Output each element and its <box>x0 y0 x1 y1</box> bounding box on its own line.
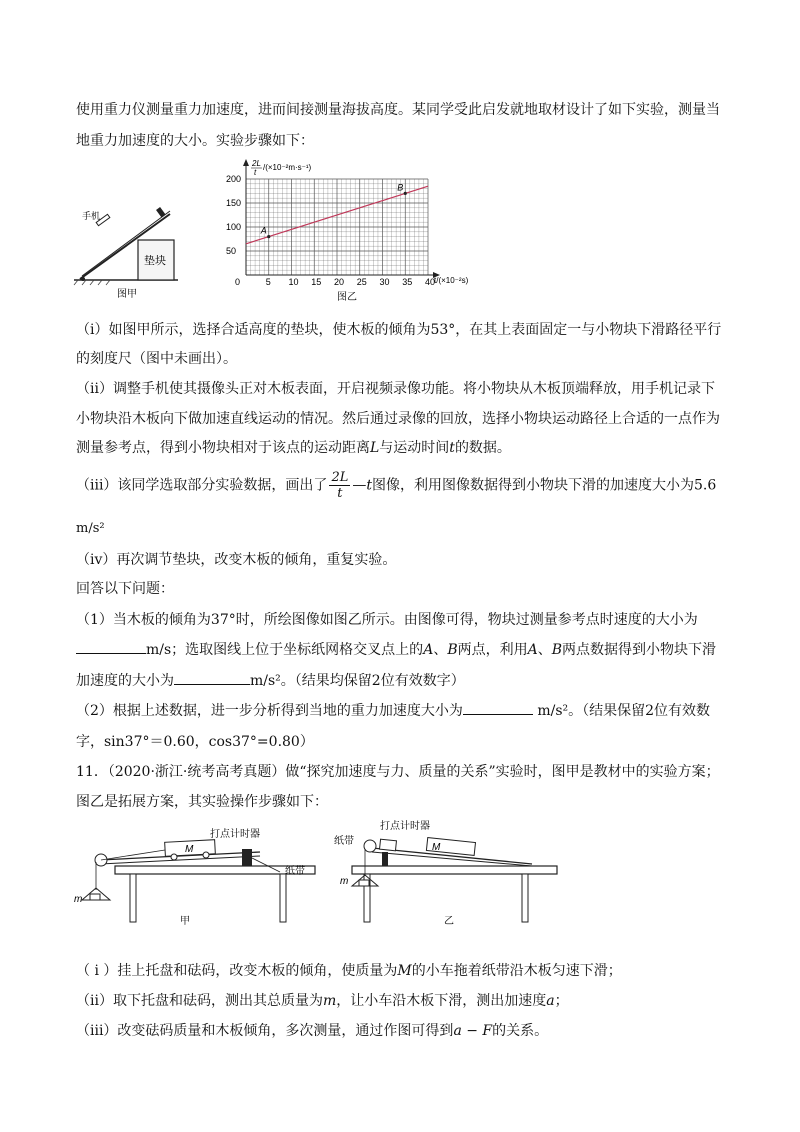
apparatus-yi <box>332 818 562 932</box>
figure-jia-incline <box>70 200 190 300</box>
y-tick-label: 150 <box>226 198 242 208</box>
y-tick-label: 50 <box>226 246 237 256</box>
step-4-line: （iv）再次调节垫块，改变木板的倾角，重复实验。 <box>76 552 397 568</box>
var-a-minus-F: a − F <box>453 1023 493 1039</box>
problem-11-line-2: 图乙是拓展方案，其实验操作步骤如下： <box>76 794 328 810</box>
origin-label: 0 <box>235 277 241 287</box>
x-tick-label: 30 <box>379 277 390 287</box>
frac-den: t <box>337 486 343 501</box>
p11-i-text-b: 的小车拖着纸带沿木板匀速下滑； <box>411 963 622 979</box>
step-2-line-2: 小物块沿木板向下做加速直线运动的情况。然后通过录像的回放，选择小物块运动路径上合适的一点作为 <box>76 411 720 427</box>
point-b-label: B <box>397 182 404 193</box>
x-tick-label: 20 <box>334 277 345 287</box>
q1-text-a: m/s；选取图线上位于坐标纸网格交叉点上的 <box>146 642 424 658</box>
answer-blank-1[interactable] <box>76 639 146 654</box>
y-tick-label: 200 <box>226 174 242 184</box>
question-1-line-3 <box>76 670 465 690</box>
step-2-line-3 <box>76 437 511 457</box>
point-B-label: B <box>447 642 458 658</box>
cart-label-yi: M <box>432 842 441 853</box>
point-a-label: A <box>260 225 267 236</box>
xlabel: t/(×10⁻²s) <box>434 276 469 285</box>
question-1-line-1: （1）当木板的倾角为37°时，所绘图像如图乙所示。由图像可得，物块过测量参考点时速度的大小为 <box>76 612 698 628</box>
q1-text-e: m/s²。（结果均保留2位有效数字） <box>250 673 465 689</box>
problem-11-line-1: 11．（2020·浙江·统考高考真题）做“探究加速度与力、质量的关系”实验时，图甲是教材中的实验方案； <box>76 764 720 780</box>
step-2-text-c: 的数据。 <box>454 440 511 456</box>
p11-iii-text-a: （iii）改变砝码质量和木板倾角，多次测量，通过作图可得到 <box>76 1023 454 1039</box>
problem-11-step-i <box>76 960 622 980</box>
timer-label-jia: 打点计时器 <box>210 829 260 840</box>
tape-label-jia: 纸带 <box>285 866 305 877</box>
p11-ii-text-c: ； <box>554 993 569 1009</box>
x-tick-label: 40 <box>425 277 436 287</box>
point-B-label-2: B <box>551 642 563 658</box>
p11-ii-text-b: ，让小车沿木板下滑，测出加速度 <box>336 993 547 1009</box>
timer-label-yi: 打点计时器 <box>380 821 430 832</box>
dash: — <box>352 477 367 494</box>
p11-iii-text-b: 的关系。 <box>492 1023 549 1039</box>
problem-11-step-ii <box>76 990 569 1010</box>
figure-jia-caption: 图甲 <box>117 289 137 300</box>
sep: 、 <box>433 642 448 658</box>
ylabel-frac-den: t <box>254 168 257 177</box>
point-A-label-2: A <box>527 642 538 658</box>
question-2-line-2: 字，sin37°＝0.60，cos37°=0.80） <box>76 734 314 750</box>
x-tick-label: 25 <box>356 277 367 287</box>
sep-2: 、 <box>537 642 552 658</box>
step-3-text-a: （iii）该同学选取部分实验数据，画出了 <box>76 477 328 494</box>
p11-ii-text-a: （ii）取下托盘和砝码，测出其总质量为 <box>76 993 323 1009</box>
var-L: L <box>370 440 380 456</box>
q1-text-c: 两点数据得到小物块下滑 <box>562 642 717 658</box>
mass-label-jia: m <box>74 894 83 905</box>
apparatus-yi-caption: 乙 <box>444 916 454 927</box>
cart-label-jia: M <box>185 844 194 855</box>
step-2-line-1: （ii）调整手机使其摄像头正对木板表面，开启视频录像功能。将小物块从木板顶端释放，用手机记录下 <box>76 381 715 397</box>
frac-num: 2L <box>331 470 349 485</box>
block-label: 垫块 <box>144 255 166 267</box>
p11-i-text-a: （ i ）挂上托盘和砝码，改变木板的倾角，使质量为 <box>76 963 398 979</box>
graph-grid <box>246 179 428 275</box>
var-t: t <box>449 440 455 456</box>
step-2-text-b: 与运动时间 <box>379 440 450 456</box>
point-b-marker <box>404 192 407 195</box>
point-A-label: A <box>423 642 434 658</box>
x-tick-label: 5 <box>265 277 271 287</box>
var-m: m <box>322 993 337 1009</box>
q1-text-b: 两点，利用 <box>457 642 528 658</box>
step-1-line-2: 的刻度尺（图中未画出）。 <box>76 351 237 367</box>
step-1-line-1: （i）如图甲所示，选择合适高度的垫块，使木板的倾角为53°，在其上表面固定一与小物块下滑路径平行 <box>76 322 722 338</box>
y-tick-label: 100 <box>226 222 242 232</box>
var-M: M <box>397 963 412 979</box>
var-t-2: t <box>366 477 372 494</box>
problem-11-step-iii <box>76 1020 548 1040</box>
point-a-marker <box>267 235 270 238</box>
step-3-line-1 <box>76 470 716 501</box>
tape-label-yi: 纸带 <box>334 836 354 847</box>
step-2-text-a: 测量参考点，得到小物块相对于该点的运动距离 <box>76 440 370 456</box>
figure-yi-caption: 图乙 <box>337 292 357 303</box>
ylabel-frac-num: 2L <box>252 159 261 168</box>
ylabel-unit: /(×10⁻²m·s⁻¹) <box>263 163 312 172</box>
question-2-line-1 <box>76 700 710 720</box>
q2-text-b: m/s²。（结果保留2位有效数 <box>537 703 711 719</box>
q1-text-d: 加速度的大小为 <box>76 673 174 689</box>
fraction-2L-over-t <box>329 470 350 501</box>
phone-label: 手机 <box>82 211 101 221</box>
questions-header: 回答以下问题： <box>76 581 174 597</box>
x-tick-label: 10 <box>288 277 299 287</box>
figure-yi-graph <box>222 155 484 303</box>
x-tick-label: 15 <box>311 277 322 287</box>
answer-blank-3[interactable] <box>463 700 533 715</box>
answer-blank-2[interactable] <box>174 670 250 685</box>
step-3-text-b: 图像，利用图像数据得到小物块下滑的加速度大小为5.6 <box>371 477 717 494</box>
intro-line-2: 地重力加速度的大小。实验步骤如下： <box>76 133 314 149</box>
step-3-unit: m/s² <box>76 521 105 536</box>
intro-line-1: 使用重力仪测量重力加速度，进而间接测量海拔高度。某同学受此启发就地取材设计了如下实验，测量当 <box>76 102 720 118</box>
x-tick-label: 35 <box>402 277 413 287</box>
var-a: a <box>546 993 555 1009</box>
apparatus-jia <box>70 822 320 932</box>
mass-label-yi: m <box>340 876 349 887</box>
question-1-line-2 <box>76 639 716 659</box>
q2-text-a: （2）根据上述数据，进一步分析得到当地的重力加速度大小为 <box>76 703 463 719</box>
apparatus-jia-caption: 甲 <box>180 916 190 927</box>
